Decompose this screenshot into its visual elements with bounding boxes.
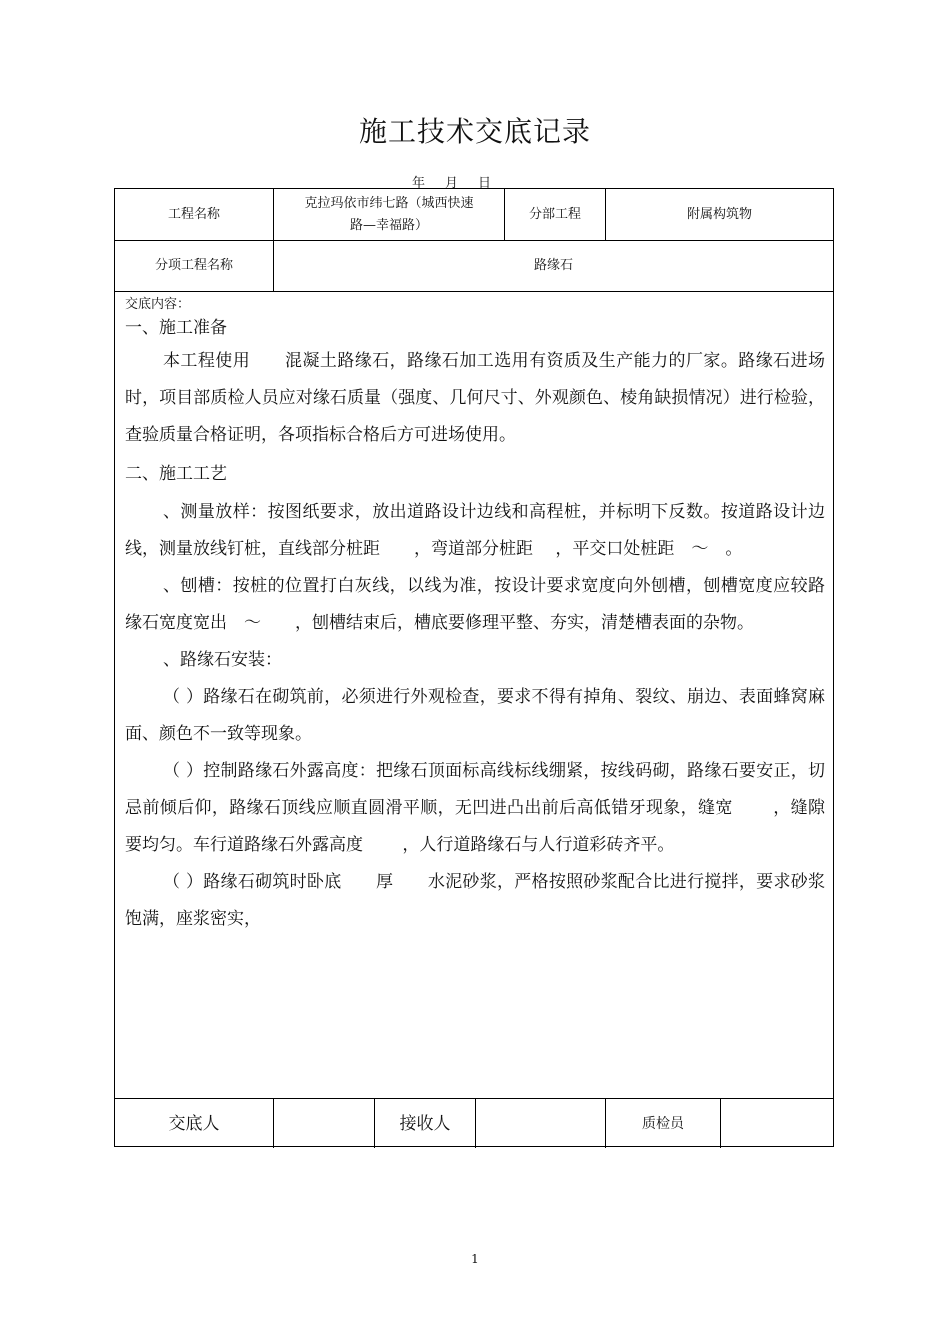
item-name-value: 路缘石 — [533, 258, 573, 273]
project-name-line2: 路—幸福路） — [349, 217, 428, 233]
paragraph-mortar: （ ）路缘石砌筑时卧底 厚 水泥砂浆，严格按照砂浆配合比进行搅拌，要求砂浆饱满，座浆密实， — [125, 872, 825, 929]
content-label: 交底内容： — [125, 297, 191, 312]
paragraph-trenching: 、刨槽：按桩的位置打白灰线，以线为准，按设计要求宽度向外刨槽，刨槽宽度应较路缘石宽度宽出 ～ ，刨槽结束后，槽底要修理平整、夯实，清楚槽表面的杂物。 — [125, 576, 825, 633]
sign-by-value — [274, 1099, 374, 1148]
paragraph-preparation: 本工程使用 混凝土路缘石，路缘石加工选用有资质及生产能力的厂家。路缘石进场时，项目部质检人员应对缘石质量（强度、几何尺寸、外观颜色、棱角缺损情况）进行检验，查验质量合格证明，各项指标合格后方可进场使用。 — [125, 351, 825, 445]
item-name-label: 分项工程名称 — [154, 258, 233, 273]
section-heading-preparation: 一、施工准备 — [125, 318, 227, 338]
date-month: 月 — [445, 176, 459, 191]
content-area — [125, 297, 825, 938]
receiver-value — [476, 1099, 605, 1148]
document-title: 施工技术交底记录 — [358, 115, 591, 148]
project-name-label: 工程名称 — [167, 206, 220, 222]
sub-project-value: 附属构筑物 — [686, 206, 752, 222]
paragraph-survey: 、测量放样：按图纸要求，放出道路设计边线和高程桩，并标明下反数。按道路设计边线，测量放线钉桩，直线部分桩距 ，弯道部分桩距 ，平交口处桩距 ～ 。 — [125, 502, 825, 559]
record-table — [114, 188, 834, 1147]
paragraph-inspection: （ ）路缘石在砌筑前，必须进行外观检查，要求不得有掉角、裂纹、崩边、表面蜂窝麻面、颜色不一致等现象。 — [125, 687, 825, 744]
section-heading-process: 二、施工工艺 — [125, 464, 227, 484]
inspector-label: 质检员 — [642, 1115, 684, 1132]
project-name-value — [274, 189, 504, 240]
date-year: 年 — [412, 176, 426, 191]
project-name-line1: 克拉玛依市纬七路（城西快速 — [304, 195, 474, 211]
page-number: 1 — [471, 1252, 479, 1266]
sub-project-label: 分部工程 — [528, 206, 581, 222]
receiver-label: 接收人 — [399, 1113, 451, 1134]
paragraph-installation-heading: 、路缘石安装： — [163, 650, 282, 670]
sign-by-label: 交底人 — [168, 1113, 220, 1134]
date-day: 日 — [478, 176, 492, 191]
paragraph-height-control: （ ）控制路缘石外露高度：把缘石顶面标高线标线绷紧，按线码砌，路缘石要安正，切忌前倾后仰，路缘石顶线应顺直圆滑平顺，无凹进凸出前后高低错牙现象，缝宽 ，缝隙要均匀。车行道路缘石外露高度 ，人行道路缘石与人行道彩砖齐平。 — [125, 761, 825, 855]
inspector-value — [721, 1099, 833, 1148]
